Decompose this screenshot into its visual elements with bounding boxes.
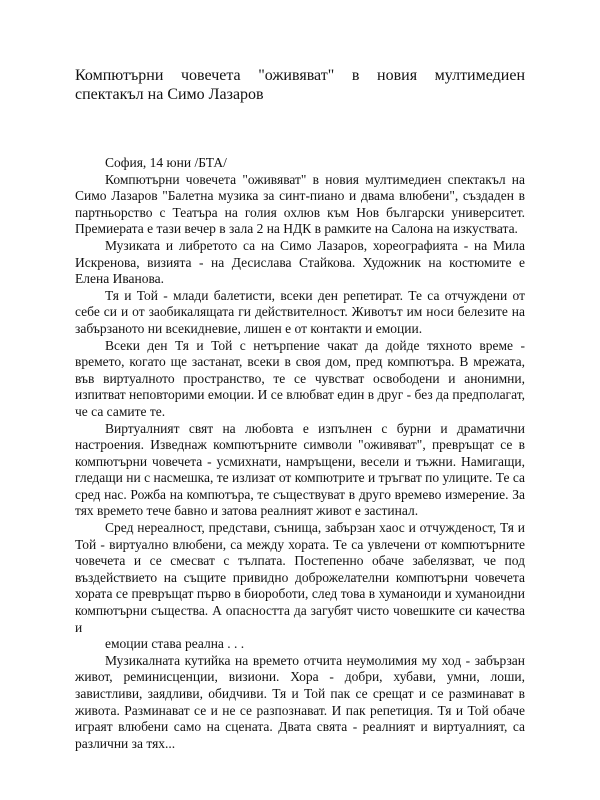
paragraph-5: Виртуалният свят на любовта е изпълнен с бурни и драматични настроения. Изведнаж компютърните символи "оживяват", превръщат се в компютърни човечета - усмихнати, намръщени, весели и тъжни. Намигащи, гледащи ни с насмешка, те излизат от компютрите и тръгват по улиците. Те са сред нас. Рожба на компютъра, те съществуват в друго времево измерение. За тях времето тече бавно и затова реалният живот е застинал. (75, 420, 525, 519)
paragraph-4: Всеки ден Тя и Той с нетърпение чакат да дойде тяхното време - времето, когато ще застанат, всеки в своя дом, пред компютъра. В мрежата, във виртуалното пространство, те се чувстват освободени и анонимни, изпитват неповторими емоции. И се влюбват един в друг - без да предполагат, че са самите те. (75, 337, 525, 419)
paragraph-1: Компютърни човечета "оживяват" в новия мултимедиен спектакъл на Симо Лазаров "Балетна музика за синт-пиано и двама влюбени", създаден в партньорство с Театъра на голия охлюв към Нов български университет. Премиерата е тази вечер в зала 2 на НДК в рамките на Салона на изкуствата. (75, 171, 525, 237)
dateline: София, 14 юни /БТА/ (105, 155, 227, 170)
paragraph-3: Тя и Той - млади балетисти, всеки ден репетират. Те са отчуждени от себе си и от заобикалящата ги действителност. Животът им носи белезите на забързаното ни всекидневие, лишен е от контакти и емоции. (75, 287, 525, 336)
article-body (75, 155, 525, 752)
paragraph-8: Музикалната кутийка на времето отчита неумолимия му ход - забързан живот, реминисценции, визиони. Хора - добри, хубави, умни, лоши, завистливи, заядливи, обидчиви. Тя и Той пак се срещат и се разминават в живота. Разминават се и не се разпознават. И пак репетиция. Тя и Той обаче играят влюбени само на сцената. Двата свята - реалният и виртуалният, са различни за тях... (75, 652, 525, 751)
paragraph-6: Сред нереалност, представи, сънища, забързан хаос и отчужденост, Тя и Той - виртуално влюбени, са между хората. Те са увлечени от компютърните човечета и се смесват с тълпата. Постепенно обаче забелязват, че под въздействието на същите привидно доброжелателни компютърни човечета хората се превръщат първо в биороботи, след това в хуманоиди и хуманоидни компютърни същества. А опасността да загубят чисто човешките си качества и (75, 520, 525, 635)
article-title: Компютърни човечета "оживяват" в новия мултимедиен спектакъл на Симо Лазаров (75, 67, 525, 103)
paragraph-2: Музиката и либретото са на Симо Лазаров, хореографията - на Мила Искренова, визията - на Десислава Стайкова. Художник на костюмите е Елена Иванова. (75, 237, 525, 287)
paragraph-7: емоции става реална . . . (105, 636, 245, 652)
